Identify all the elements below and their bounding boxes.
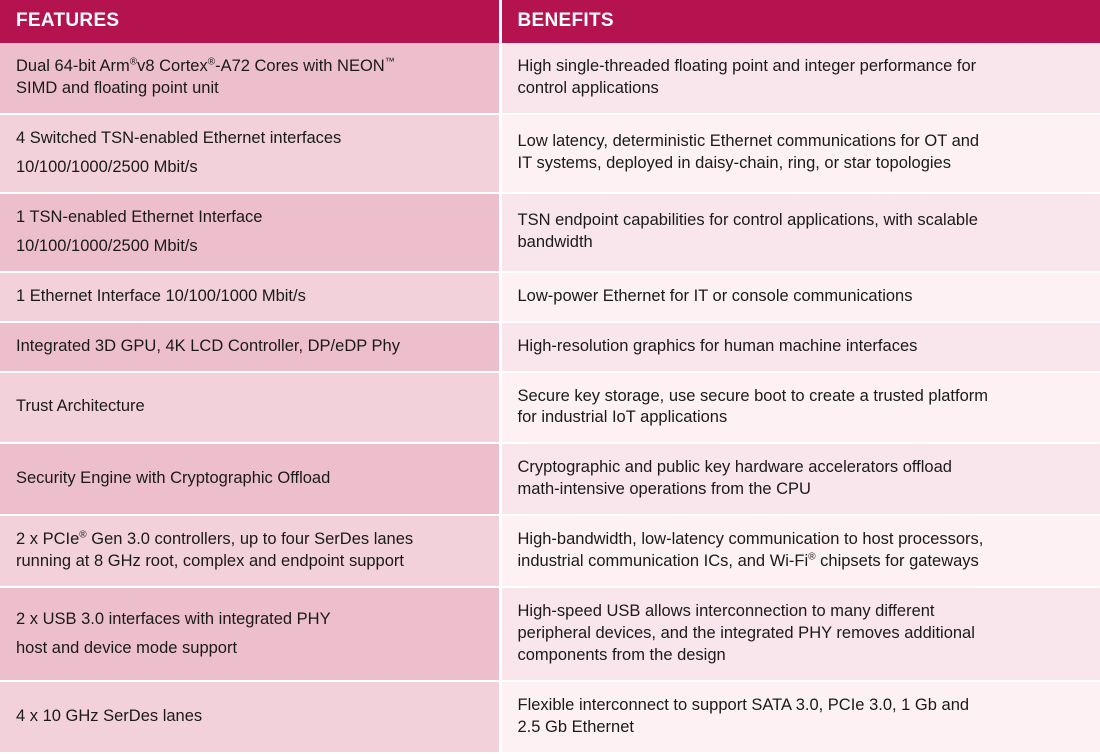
feature-line: Trust Architecture	[16, 397, 145, 416]
feature-line: 1 TSN-enabled Ethernet Interface	[16, 207, 263, 226]
feature-cell	[0, 372, 500, 444]
table-row	[0, 43, 1100, 114]
feature-line: SIMD and floating point unit	[16, 78, 219, 97]
benefit-line: TSN endpoint capabilities for control applications, with scalable	[517, 211, 978, 230]
benefit-line: High-bandwidth, low-latency communication to host processors,	[517, 530, 984, 549]
benefit-line: components from the design	[517, 646, 726, 664]
table-row	[0, 322, 1100, 372]
feature-line: running at 8 GHz root, complex and endpoint support	[16, 552, 404, 571]
feature-cell	[0, 114, 500, 193]
table-body	[0, 43, 1100, 753]
benefit-cell	[500, 114, 1100, 193]
feature-line: Dual 64-bit Arm®v8 Cortex®-A72 Cores with NEON™	[16, 56, 395, 75]
table-header	[0, 0, 1100, 43]
feature-line: 2 x PCIe® Gen 3.0 controllers, up to four SerDes lanes	[16, 529, 414, 549]
benefit-line: for industrial IoT applications	[517, 408, 728, 427]
benefit-line: math-intensive operations from the CPU	[517, 480, 811, 499]
feature-line: Security Engine with Cryptographic Offload	[16, 469, 331, 488]
feature-cell	[0, 43, 500, 114]
benefit-line: 2.5 Gb Ethernet	[517, 717, 634, 736]
benefit-line: bandwidth	[517, 233, 593, 252]
feature-cell	[0, 515, 500, 587]
feature-line: host and device mode support	[16, 638, 238, 657]
feature-line: 1 Ethernet Interface 10/100/1000 Mbit/s	[16, 286, 306, 305]
benefit-cell	[500, 372, 1100, 444]
table-row	[0, 681, 1100, 753]
feature-cell	[0, 193, 500, 272]
table-row	[0, 515, 1100, 587]
benefit-cell	[500, 443, 1100, 515]
feature-cell	[0, 322, 500, 372]
table-row	[0, 272, 1100, 322]
table-row	[0, 114, 1100, 193]
benefit-cell	[500, 43, 1100, 114]
feature-line: 10/100/1000/2500 Mbit/s	[16, 157, 198, 176]
benefit-line: control applications	[517, 78, 659, 97]
feature-cell	[0, 443, 500, 515]
feature-line: 2 x USB 3.0 interfaces with integrated PHY	[16, 609, 331, 628]
line-gap	[16, 631, 483, 638]
benefit-line: Low latency, deterministic Ethernet communications for OT and	[517, 132, 980, 151]
table-row	[0, 587, 1100, 681]
feature-line: 10/100/1000/2500 Mbit/s	[16, 236, 198, 255]
feature-cell	[0, 587, 500, 681]
feature-cell	[0, 272, 500, 322]
column-header-features: FEATURES	[0, 0, 500, 43]
table-row	[0, 443, 1100, 515]
feature-line: 4 x 10 GHz SerDes lanes	[16, 706, 203, 725]
feature-line: 4 Switched TSN-enabled Ethernet interfaces	[16, 128, 342, 147]
benefit-cell	[500, 681, 1100, 753]
benefit-cell	[500, 587, 1100, 681]
column-header-benefits: BENEFITS	[500, 0, 1100, 43]
benefit-cell	[500, 515, 1100, 587]
line-gap	[16, 150, 483, 157]
benefit-line: High single-threaded floating point and integer performance for	[517, 57, 977, 75]
benefit-cell	[500, 322, 1100, 372]
line-gap	[16, 229, 483, 236]
feature-line: Integrated 3D GPU, 4K LCD Controller, DP/eDP Phy	[16, 336, 400, 355]
table-row	[0, 193, 1100, 272]
benefit-line: Low-power Ethernet for IT or console communications	[517, 286, 913, 305]
benefit-line: High-resolution graphics for human machine interfaces	[517, 336, 918, 355]
benefit-line: IT systems, deployed in daisy-chain, ring, or star topologies	[517, 154, 951, 173]
benefit-line: Cryptographic and public key hardware accelerators offload	[517, 458, 952, 477]
table-header-row	[0, 0, 1100, 43]
benefit-line: peripheral devices, and the integrated PHY removes additional	[517, 624, 975, 643]
benefit-line: Secure key storage, use secure boot to create a trusted platform	[517, 386, 988, 405]
benefit-line: industrial communication ICs, and Wi-Fi® chipsets for gateways	[517, 551, 979, 571]
benefit-line: Flexible interconnect to support SATA 3.0, PCIe 3.0, 1 Gb and	[517, 695, 970, 714]
benefit-cell	[500, 193, 1100, 272]
benefit-line: High-speed USB allows interconnection to many different	[517, 602, 935, 621]
benefit-cell	[500, 272, 1100, 322]
feature-cell	[0, 681, 500, 753]
table-row	[0, 372, 1100, 444]
